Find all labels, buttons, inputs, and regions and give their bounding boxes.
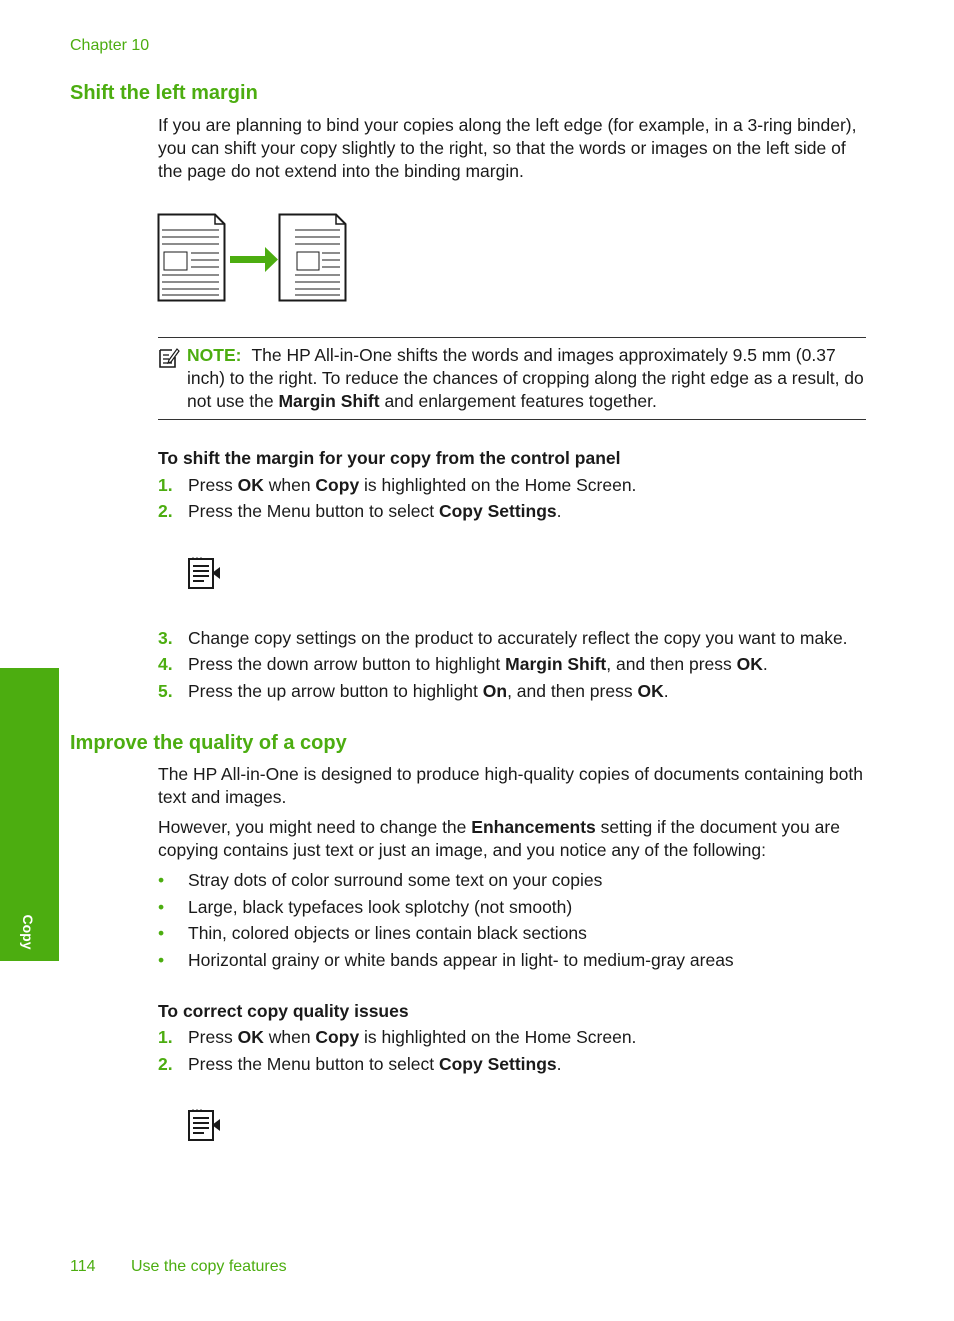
step-text: Press (188, 1027, 238, 1047)
bullet-text: Stray dots of color surround some text on your copies (188, 870, 603, 890)
step-text: Change copy settings on the product to accurately reflect the copy you want to make. (188, 628, 848, 648)
procedure-title-quality: To correct copy quality issues (158, 1001, 409, 1021)
bullet-icon: • (158, 870, 165, 890)
bullet-text: Thin, colored objects or lines contain black sections (188, 923, 587, 943)
note-box (158, 337, 866, 420)
section-title-improve-quality: Improve the quality of a copy (70, 732, 347, 754)
arrow-right-icon (230, 247, 278, 272)
step-text: , and then press (507, 681, 638, 701)
step-text: Press the Menu button to select (188, 1054, 439, 1074)
step-bold: Copy Settings (438, 501, 557, 521)
step-text: Press (188, 475, 238, 495)
procedure-title-shift: To shift the margin for your copy from the control panel (158, 448, 621, 468)
step-number: 2. (158, 1054, 173, 1074)
bullet-icon: • (158, 923, 165, 943)
bullet-icon: • (158, 950, 165, 970)
note-text-b: and enlargement features together. (379, 391, 657, 411)
note-icon (158, 347, 180, 374)
note-text (187, 344, 867, 413)
step-bold: Margin Shift (505, 654, 607, 674)
footer-title: Use the copy features (131, 1258, 287, 1275)
step-bold: OK (637, 681, 664, 701)
bullet-text: Large, black typefaces look splotchy (not smooth) (188, 897, 573, 917)
step-text: Press the Menu button to select (188, 501, 439, 521)
step-text: . (556, 501, 562, 521)
margin-shift-figure (157, 213, 349, 308)
quality-para-1: The HP All-in-One is designed to produce high-quality copies of documents containing both text and images. (158, 764, 863, 807)
note-bold: Margin Shift (278, 391, 380, 411)
list-item (158, 896, 572, 919)
step-text: Press the up arrow button to highlight (188, 681, 483, 701)
page-number: 114 (70, 1258, 96, 1275)
quality-para-2-a: However, you might need to change the (158, 817, 472, 837)
chapter-label: Chapter 10 (70, 37, 150, 54)
step-text: when (263, 475, 316, 495)
step-number: 2. (158, 501, 173, 521)
step-number: 3. (158, 628, 173, 648)
quality-para-2 (158, 816, 870, 862)
list-item (158, 922, 587, 945)
quality-para-2-bold: Enhancements (471, 817, 596, 837)
step-bold: Copy (315, 1027, 360, 1047)
step-item (158, 474, 636, 497)
step-text: when (263, 1027, 316, 1047)
bullet-text: Horizontal grainy or white bands appear in light- to medium-gray areas (188, 950, 734, 970)
menu-settings-icon (186, 556, 222, 595)
step-number: 1. (158, 475, 173, 495)
bullet-icon: • (158, 897, 165, 917)
list-item (158, 949, 734, 972)
step-text: is highlighted on the Home Screen. (359, 475, 637, 495)
step-number: 5. (158, 681, 173, 701)
document-icon (159, 215, 225, 301)
step-bold: OK (237, 1027, 264, 1047)
step-text: , and then press (606, 654, 737, 674)
step-item (158, 1026, 636, 1049)
step-bold: On (482, 681, 508, 701)
step-number: 1. (158, 1027, 173, 1047)
step-text: . (556, 1054, 562, 1074)
side-tab-label: Copy (20, 914, 36, 950)
step-bold: OK (736, 654, 763, 674)
document-icon (280, 215, 346, 301)
section-title-shift-margin: Shift the left margin (70, 82, 258, 104)
shift-margin-intro: If you are planning to bind your copies along the left edge (for example, in a 3-ring binder), you can shift your copy slightly to the right, so that the words or images on the left side of the page do not extend into the binding margin. (158, 115, 857, 181)
step-item (158, 627, 848, 650)
step-text: is highlighted on the Home Screen. (359, 1027, 637, 1047)
step-item (158, 680, 669, 703)
step-text: . (663, 681, 669, 701)
step-item (158, 500, 562, 523)
step-bold: Copy (315, 475, 360, 495)
step-text: Press the down arrow button to highlight (188, 654, 506, 674)
step-number: 4. (158, 654, 173, 674)
list-item (158, 869, 602, 892)
note-text-a: The HP All-in-One shifts the words and images approximately 9.5 mm (0.37 inch) to the right. To reduce the chances of cropping along the right edge as a result, do not use the (187, 345, 864, 411)
step-bold: OK (237, 475, 264, 495)
quality-para-2-b: setting if the document you are copying contains just text or just an image, and you notice any of the following: (158, 817, 840, 860)
step-item (158, 1053, 562, 1076)
note-label: NOTE: (187, 345, 242, 365)
step-text: . (762, 654, 768, 674)
menu-settings-icon (186, 1108, 222, 1147)
step-bold: Copy Settings (438, 1054, 557, 1074)
step-item (158, 653, 768, 676)
